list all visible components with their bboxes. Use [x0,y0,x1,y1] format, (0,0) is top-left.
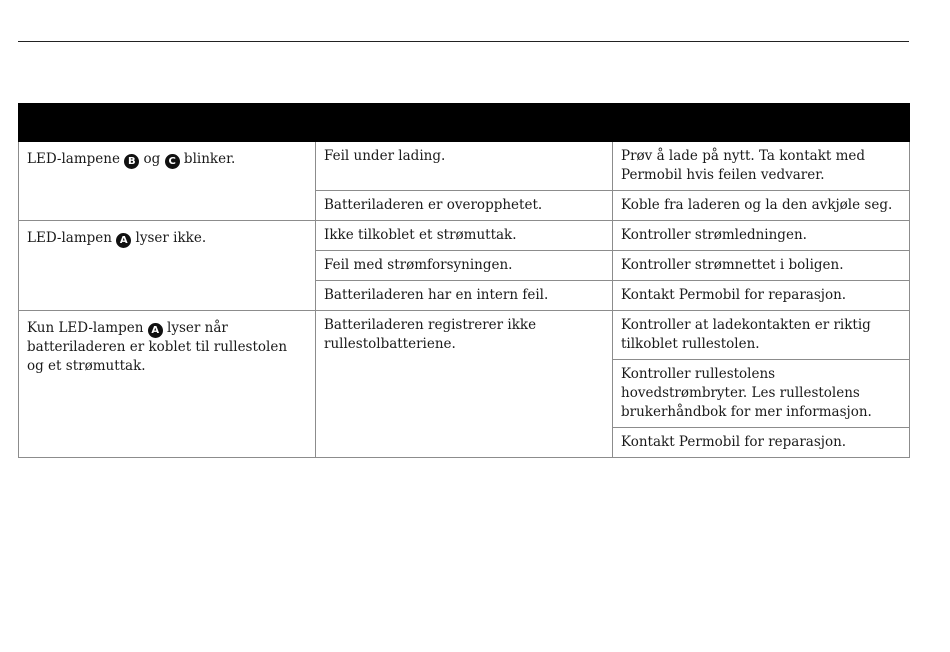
action-cell: Koble fra laderen og la den avkjøle seg. [613,191,910,221]
table-row [19,142,910,191]
action-cell: Kontakt Permobil for reparasjon. [613,428,910,458]
cause-cell: Ikke tilkoblet et strømuttak. [316,221,613,251]
table-row [19,311,910,360]
troubleshooting-table [18,103,910,458]
table-row [19,221,910,251]
header-cell-action [613,104,910,142]
led-b-icon: B [124,154,139,169]
cause-cell: Feil under lading. [316,142,613,191]
action-cell: Kontroller at ladekontakten er riktig tilkoblet rullestolen. [613,311,910,360]
action-cell: Kontroller strømnettet i boligen. [613,251,910,281]
table-header-row [19,104,910,142]
symptom-cell: LED-lampen A lyser ikke. [19,221,316,311]
cause-cell: Batteriladeren er overopphetet. [316,191,613,221]
action-cell: Kontroller rullestolens hovedstrømbryter. Les rullestolens brukerhåndbok for mer informasjon. [613,360,910,428]
top-divider [18,41,909,42]
cause-cell: Batteriladeren registrerer ikke rullestolbatteriene. [316,311,613,458]
led-c-icon: C [165,154,180,169]
led-a-icon: A [116,233,131,248]
action-cell: Kontakt Permobil for reparasjon. [613,281,910,311]
cause-cell: Batteriladeren har en intern feil. [316,281,613,311]
action-cell: Kontroller strømledningen. [613,221,910,251]
symptom-cell: Kun LED-lampen A lyser når batteriladeren er koblet til rullestolen og et strømuttak. [19,311,316,458]
header-cell-cause [316,104,613,142]
header-cell-symptom [19,104,316,142]
cause-cell: Feil med strømforsyningen. [316,251,613,281]
action-cell: Prøv å lade på nytt. Ta kontakt med Permobil hvis feilen vedvarer. [613,142,910,191]
symptom-cell: LED-lampene B og C blinker. [19,142,316,221]
led-a-icon: A [148,323,163,338]
